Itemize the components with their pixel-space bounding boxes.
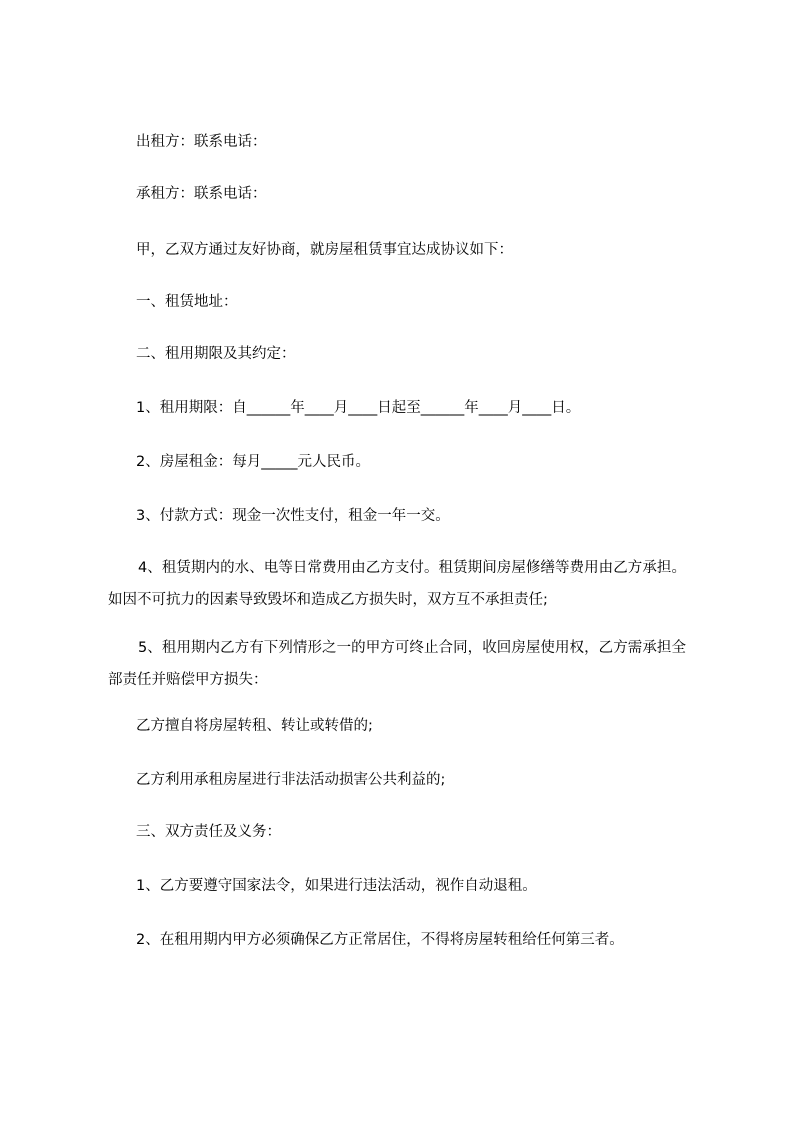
termination-case-illegal: 乙方利用承租房屋进行非法活动损害公共利益的; [136, 772, 446, 788]
duty-lessor-residence: 2、在租用期内甲方必须确保乙方正常居住，不得将房屋转租给任何第三者。 [136, 932, 624, 948]
section-three-heading: 三、双方责任及义务： [136, 824, 281, 840]
lessee-line: 承租方：联系电话： [136, 186, 267, 202]
clause-termination: 5、租用期内乙方有下列情形之一的甲方可终止合同，收回房屋使用权，乙方需承担全部责任并赔偿甲方损失： [108, 640, 686, 688]
section-two-heading: 二、租用期限及其约定： [136, 346, 296, 362]
clause-utilities: 4、租赁期内的水、电等日常费用由乙方支付。租赁期间房屋修缮等费用由乙方承担。如因不可抗力的因素导致毁坏和造成乙方损失时，双方互不承担责任; [108, 560, 686, 608]
clause-payment-method: 3、付款方式：现金一次性支付，租金一年一交。 [136, 508, 450, 524]
clause-lease-term: 1、租用期限：自______年____月____日起至______年____月____日。 [136, 400, 581, 416]
section-one-heading: 一、租赁地址： [136, 294, 238, 310]
termination-case-sublet: 乙方擅自将房屋转租、转让或转借的; [136, 718, 373, 734]
agreement-intro: 甲，乙双方通过友好协商，就房屋租赁事宜达成协议如下： [136, 242, 513, 258]
clause-rent: 2、房屋租金：每月_____元人民币。 [136, 454, 370, 470]
duty-lessee-law: 1、乙方要遵守国家法令，如果进行违法活动，视作自动退租。 [136, 878, 537, 894]
lessor-line: 出租方：联系电话： [136, 134, 267, 150]
